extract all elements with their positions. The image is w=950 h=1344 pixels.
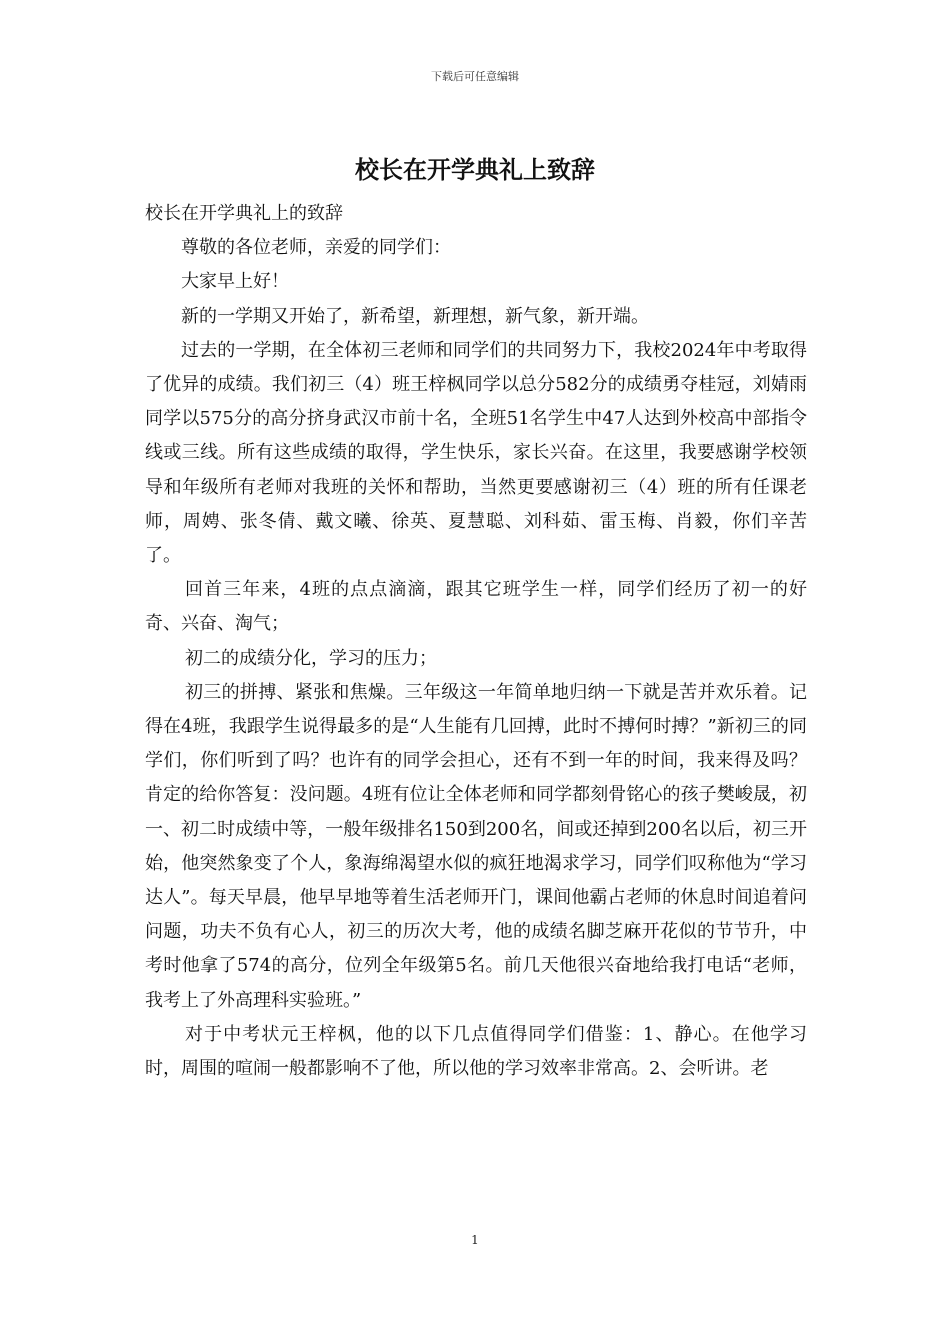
page-number: 1 <box>471 1233 479 1247</box>
subtitle-paragraph: 校长在开学典礼上的致辞 <box>145 203 343 224</box>
document-title: 校长在开学典礼上致辞 <box>355 155 595 184</box>
header-note: 下载后可任意编辑 <box>431 70 519 83</box>
grade-three-paragraph: 初三的拼搏、紧张和焦燥。三年级这一年简单地归纳一下就是苦并欢乐着。记得在4班，我跟学生说得最多的是“人生能有几回搏，此时不搏何时搏？”新初三的同学们，你们听到了吗？也许有的同学会担心，还有不到一年的时间，我来得及吗？肯定的给你答复：没问题。4班有位让全体老师和同学都刻骨铭心的孩子樊峻晟，初一、初二时成绩中等，一般年级排名150到200名，间或还掉到200名以后，初三开始，他突然象变了个人，象海绵渴望水似的疯狂地渴求学习，同学们叹称他为“学习达人”。每天早晨，他早早地等着生活老师开门，课间他霸占老师的休息时间追着问问题，功夫不负有心人，初三的历次大考，他的成绩名脚芝麻开花似的节节升，中考时他拿了574的高分，位列全年级第5名。前几天他很兴奋地给我打电话“老师，我考上了外高理科实验班。” <box>145 681 807 1011</box>
top-student-paragraph: 对于中考状元王梓枫，他的以下几点值得同学们借鉴：1、静心。在他学习时，周围的喧闹一般都影响不了他，所以他的学习效率非常高。2、会听讲。老 <box>145 1023 807 1080</box>
past-semester-paragraph: 过去的一学期，在全体初三老师和同学们的共同努力下，我校2024年中考取得了优异的成绩。我们初三（4）班王梓枫同学以总分582分的成绩勇夺桂冠，刘婧雨同学以575分的高分挤身武汉市前十名，全班51名学生中47人达到外校高中部指令线或三线。所有这些成绩的取得，学生快乐，家长兴奋。在这里，我要感谢学校领导和年级所有老师对我班的关怀和帮助，当然更要感谢初三（4）班的所有任课老师，周娉、张冬倩、戴文曦、徐英、夏慧聪、刘科茹、雷玉梅、肖毅，你们辛苦了。 <box>145 339 807 567</box>
greeting-paragraph: 尊敬的各位老师，亲爱的同学们： <box>181 237 451 259</box>
document-body <box>145 197 807 1086</box>
new-semester-paragraph: 新的一学期又开始了，新希望，新理想，新气象，新开端。 <box>181 305 649 327</box>
good-morning-paragraph: 大家早上好！ <box>181 271 289 293</box>
retrospect-paragraph: 回首三年来，4班的点点滴滴，跟其它班学生一样，同学们经历了初一的好奇、兴奋、淘气； <box>145 579 807 635</box>
grade-two-paragraph: 初二的成绩分化，学习的压力； <box>185 647 437 669</box>
